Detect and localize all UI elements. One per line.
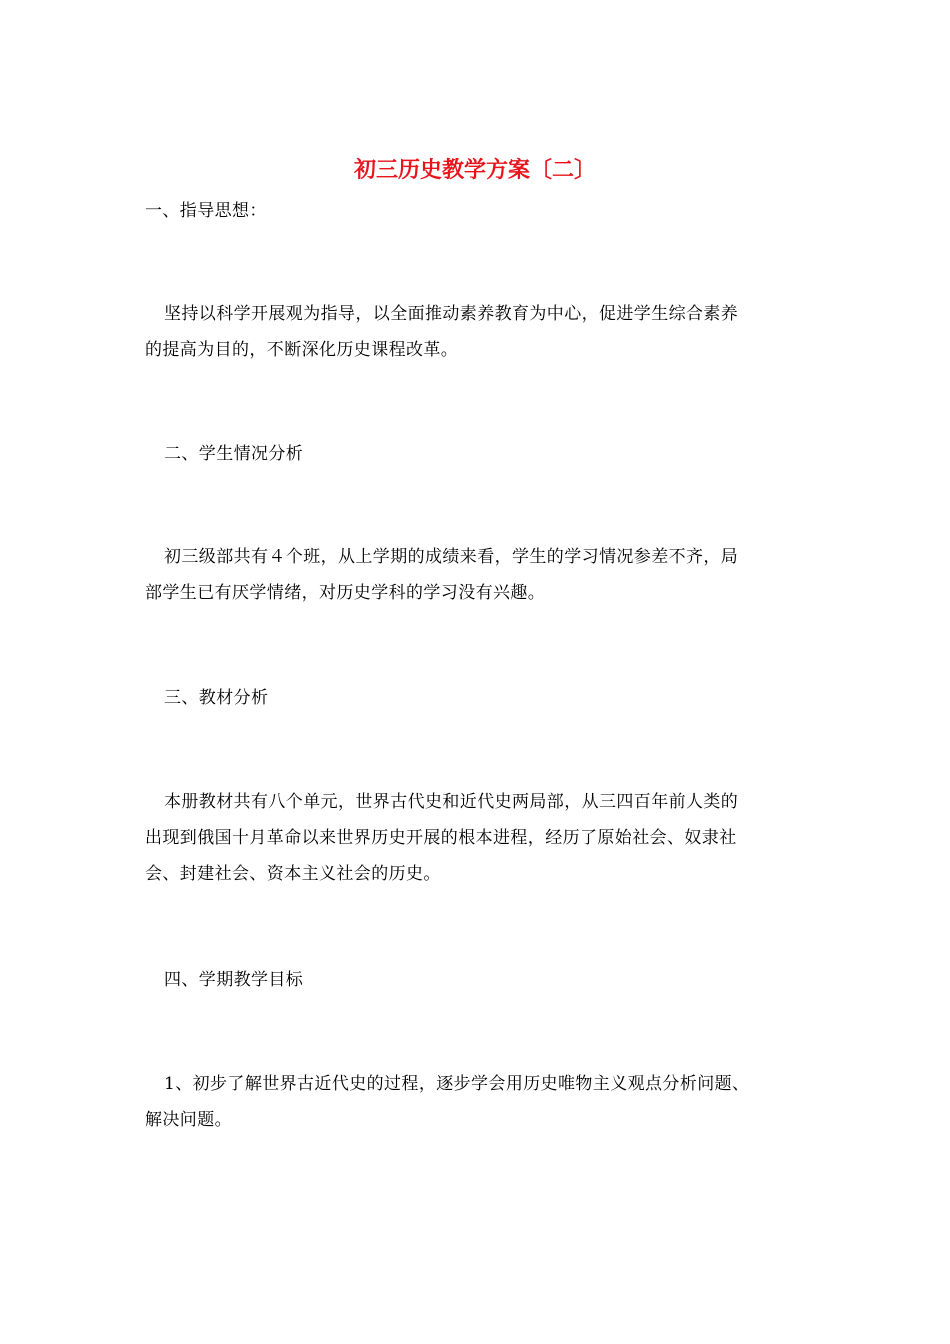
paragraph-line: 本册教材共有八个单元，世界古代史和近代史两局部，从三四百年前人类的 (164, 792, 739, 812)
paragraph-line: 初三级部共有４个班，从上学期的成绩来看，学生的学习情况参差不齐，局 (164, 547, 739, 567)
section-1-paragraph (145, 296, 805, 368)
section-3-paragraph (145, 784, 805, 892)
paragraph-line: 出现到俄国十月革命以来世界历史开展的根本进程，经历了原始社会、奴隶社 (145, 828, 737, 848)
paragraph-line: 的提高为目的，不断深化历史课程改革。 (145, 340, 459, 360)
section-2-paragraph (145, 539, 805, 611)
section-4-paragraph (145, 1066, 805, 1138)
heading-text: 四、学期教学目标 (164, 970, 304, 990)
paragraph-line: 解决问题。 (145, 1110, 232, 1130)
heading-text: 一、指导思想： (145, 201, 267, 221)
section-2-heading (145, 436, 805, 472)
heading-text: 三、教材分析 (164, 688, 269, 708)
paragraph-line: 坚持以科学开展观为指导，以全面推动素养教育为中心，促进学生综合素养 (164, 304, 739, 324)
paragraph-line: 1、初步了解世界古近代史的过程，逐步学会用历史唯物主义观点分析问题、 (164, 1074, 750, 1094)
paragraph-line: 部学生已有厌学情绪，对历史学科的学习没有兴趣。 (145, 583, 546, 603)
paragraph-line: 会、封建社会、资本主义社会的历史。 (145, 864, 441, 884)
section-1-heading (145, 193, 805, 229)
section-4-heading (145, 962, 805, 998)
section-3-heading (145, 680, 805, 716)
document-title: 初三历史教学方案〔二〕 (353, 157, 596, 183)
heading-text: 二、学生情况分析 (164, 444, 304, 464)
